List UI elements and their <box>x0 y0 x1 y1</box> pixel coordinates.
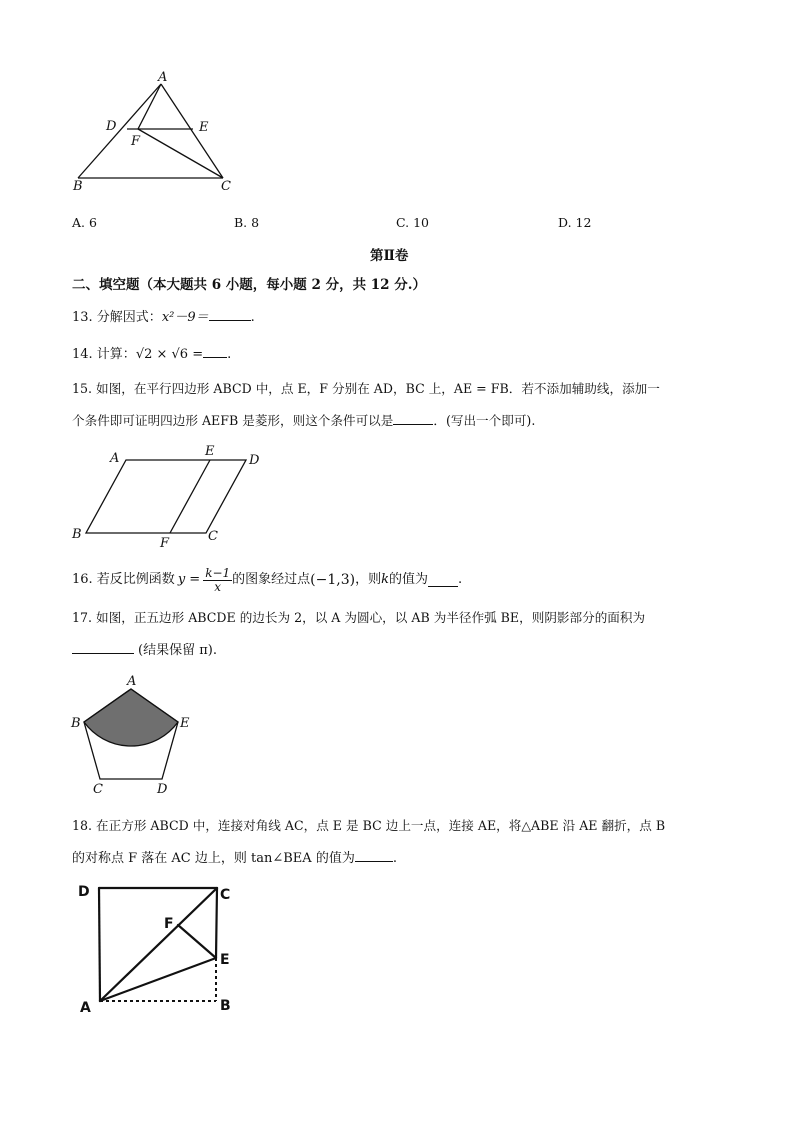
parallelogram-figure <box>66 440 276 550</box>
label-D: D <box>157 782 168 797</box>
label-C: C <box>220 887 231 903</box>
label-E: E <box>199 120 209 135</box>
q16-y-eq: y = <box>177 572 201 587</box>
q14-prefix: 14. 计算： <box>72 347 136 362</box>
q13-prefix: 13. 分解因式： <box>72 310 162 325</box>
q13-expr: x²－9＝ <box>161 310 209 325</box>
label-A: A <box>80 1000 91 1016</box>
label-E: E <box>220 952 230 968</box>
label-A: A <box>158 70 168 85</box>
q18-line2-b: . <box>392 851 397 866</box>
q18-line2-a: 的对称点 F 落在 AC 边上，则 tan∠BEA 的值为 <box>72 851 355 866</box>
q15-answer-blank[interactable] <box>393 411 433 425</box>
label-B: B <box>72 527 82 542</box>
section-title: 第Ⅱ卷 <box>370 248 409 264</box>
q18-answer-blank[interactable] <box>355 848 393 862</box>
triangle-figure <box>60 68 250 198</box>
label-C: C <box>93 782 103 797</box>
q16-fraction <box>203 567 232 594</box>
q14-expr: √2 × √6 = <box>135 347 204 362</box>
label-C: C <box>208 529 218 544</box>
q16-after: ，则 <box>355 572 382 587</box>
option-a[interactable]: A. 6 <box>72 215 97 230</box>
label-A: A <box>127 674 137 689</box>
option-c[interactable]: C. 10 <box>396 215 429 230</box>
q15-line2-a: 个条件即可证明四边形 AEFB 是菱形，则这个条件可以是 <box>72 413 394 428</box>
q16-answer-blank[interactable] <box>428 573 458 587</box>
label-D: D <box>106 119 117 134</box>
q13-answer-blank[interactable] <box>209 307 251 321</box>
q17-line2-text: (结果保留 π). <box>138 643 217 658</box>
label-F: F <box>164 916 174 932</box>
q16-fraction-numerator: k−1 <box>205 565 231 580</box>
label-E: E <box>205 444 215 459</box>
q18-line2 <box>72 848 397 868</box>
option-b[interactable]: B. 8 <box>234 215 260 230</box>
label-D: D <box>249 453 260 468</box>
q16-suffix: . <box>458 572 463 587</box>
q17-line1: 17. 如图，正五边形 ABCDE 的边长为 2，以 A 为圆心，以 AB 为半径作弧 BE，则阴影部分的面积为 <box>72 610 646 625</box>
label-B: B <box>73 179 83 194</box>
question-13 <box>72 307 255 327</box>
q16-fraction-denominator: x <box>214 579 222 594</box>
q16-k: k <box>381 572 389 587</box>
label-B: B <box>71 716 81 731</box>
label-C: C <box>221 179 231 194</box>
q15-line1: 15. 如图，在平行四边形 ABCD 中，点 E，F 分别在 AD，BC 上，AE = FB．若不添加辅助线，添加一 <box>72 381 660 396</box>
q16-middle: 的图象经过点 <box>232 572 311 587</box>
label-E: E <box>180 716 190 731</box>
pentagon-figure <box>66 672 206 800</box>
label-F: F <box>131 134 141 149</box>
label-A: A <box>110 451 120 466</box>
q16-after2: 的值为 <box>389 572 429 587</box>
fill-in-heading: 二、填空题（本大题共 6 小题，每小题 2 分，共 12 分.） <box>72 277 426 293</box>
q13-suffix: . <box>250 310 255 325</box>
question-14 <box>72 344 231 364</box>
option-d[interactable]: D. 12 <box>558 215 592 230</box>
q17-line2 <box>72 640 217 660</box>
q15-line2 <box>72 411 535 430</box>
q17-answer-blank[interactable] <box>72 640 134 654</box>
label-F: F <box>160 536 170 550</box>
q14-answer-blank[interactable] <box>203 344 227 358</box>
label-B: B <box>220 998 231 1014</box>
q16-point: (−1,3) <box>310 572 356 588</box>
q14-suffix: . <box>227 347 232 362</box>
q16-prefix: 16. 若反比例函数 <box>72 572 175 587</box>
question-16 <box>72 563 462 597</box>
square-fold-figure <box>72 876 247 1016</box>
q18-line1: 18. 在正方形 ABCD 中，连接对角线 AC，点 E 是 BC 边上一点，连接 AE，将△ABE 沿 AE 翻折，点 B <box>72 818 666 833</box>
q15-line2-b: ．(写出一个即可). <box>433 413 536 428</box>
label-D: D <box>78 884 90 900</box>
